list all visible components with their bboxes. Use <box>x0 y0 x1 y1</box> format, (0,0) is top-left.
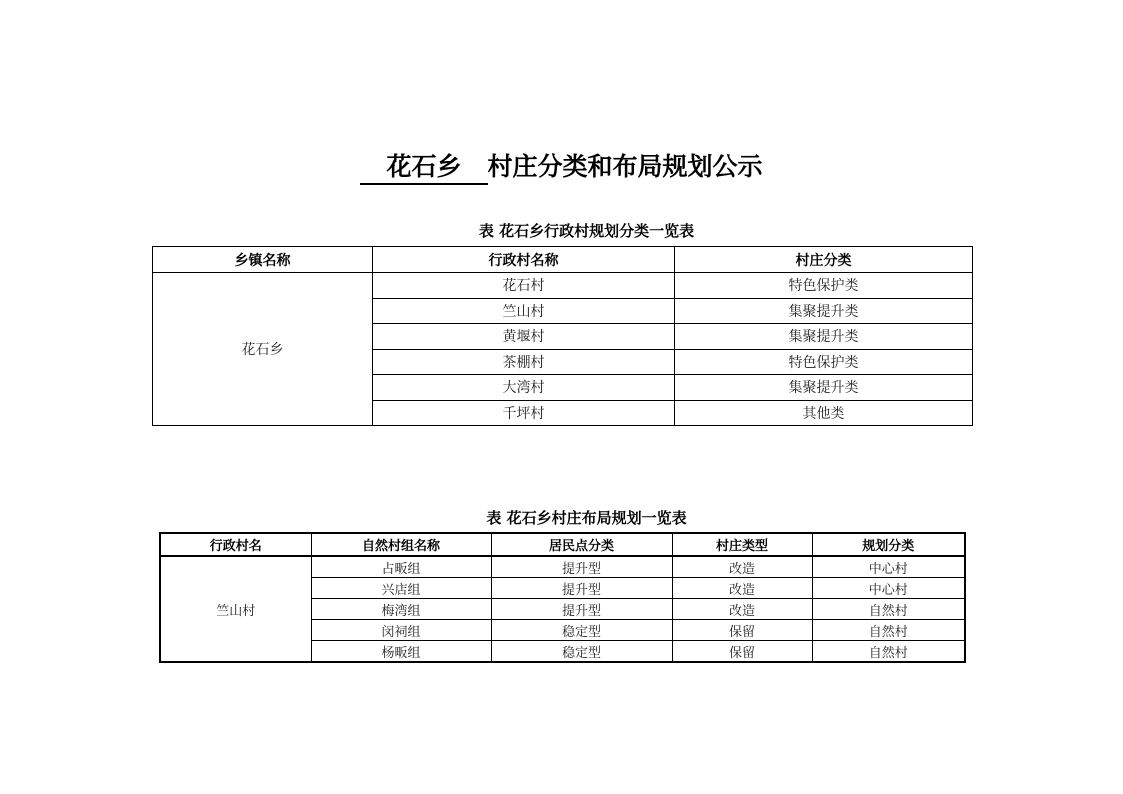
group-cell: 闵祠组 <box>311 620 491 641</box>
column-header-category: 村庄分类 <box>675 247 973 273</box>
table1-caption: 表 花石乡行政村规划分类一览表 <box>478 222 695 240</box>
type-cell: 保留 <box>672 620 812 641</box>
category-cell: 特色保护类 <box>675 273 973 299</box>
settlement-cell: 提升型 <box>491 599 672 620</box>
village-cell: 花石村 <box>373 273 675 299</box>
village-cell: 竺山村 <box>373 298 675 324</box>
page-title-township: 花石乡 <box>360 151 487 185</box>
plan-cell: 中心村 <box>812 578 965 599</box>
group-cell: 杨畈组 <box>311 641 491 663</box>
village-layout-table <box>159 532 966 663</box>
village-cell: 千坪村 <box>373 400 675 426</box>
village-cell: 茶棚村 <box>373 349 675 375</box>
column-header-settlement: 居民点分类 <box>491 533 672 556</box>
table-header-row <box>160 533 965 556</box>
type-cell: 保留 <box>672 641 812 663</box>
page-title-text: 村庄分类和布局规划公示 <box>487 152 763 181</box>
column-header-natural-group: 自然村组名称 <box>311 533 491 556</box>
plan-cell: 自然村 <box>812 599 965 620</box>
group-cell: 兴店组 <box>311 578 491 599</box>
village-cell: 黄堰村 <box>373 324 675 350</box>
settlement-cell: 提升型 <box>491 556 672 578</box>
table-row <box>160 556 965 578</box>
group-cell: 梅湾组 <box>311 599 491 620</box>
village-classification-table <box>152 246 973 426</box>
township-cell: 花石乡 <box>153 273 373 426</box>
column-header-township: 乡镇名称 <box>153 247 373 273</box>
category-cell: 特色保护类 <box>675 349 973 375</box>
category-cell: 集聚提升类 <box>675 375 973 401</box>
type-cell: 改造 <box>672 599 812 620</box>
category-cell: 其他类 <box>675 400 973 426</box>
admin-village-cell: 竺山村 <box>160 556 311 662</box>
plan-cell: 自然村 <box>812 620 965 641</box>
category-cell: 集聚提升类 <box>675 324 973 350</box>
column-header-admin-village: 行政村名 <box>160 533 311 556</box>
settlement-cell: 稳定型 <box>491 641 672 663</box>
table-row <box>153 273 973 299</box>
group-cell: 占畈组 <box>311 556 491 578</box>
page-title <box>0 150 1123 185</box>
plan-cell: 中心村 <box>812 556 965 578</box>
village-cell: 大湾村 <box>373 375 675 401</box>
column-header-plan: 规划分类 <box>812 533 965 556</box>
table-header-row <box>153 247 973 273</box>
plan-cell: 自然村 <box>812 641 965 663</box>
settlement-cell: 提升型 <box>491 578 672 599</box>
type-cell: 改造 <box>672 556 812 578</box>
category-cell: 集聚提升类 <box>675 298 973 324</box>
table2-caption: 表 花石乡村庄布局规划一览表 <box>486 509 687 527</box>
settlement-cell: 稳定型 <box>491 620 672 641</box>
column-header-village-type: 村庄类型 <box>672 533 812 556</box>
column-header-village: 行政村名称 <box>373 247 675 273</box>
type-cell: 改造 <box>672 578 812 599</box>
